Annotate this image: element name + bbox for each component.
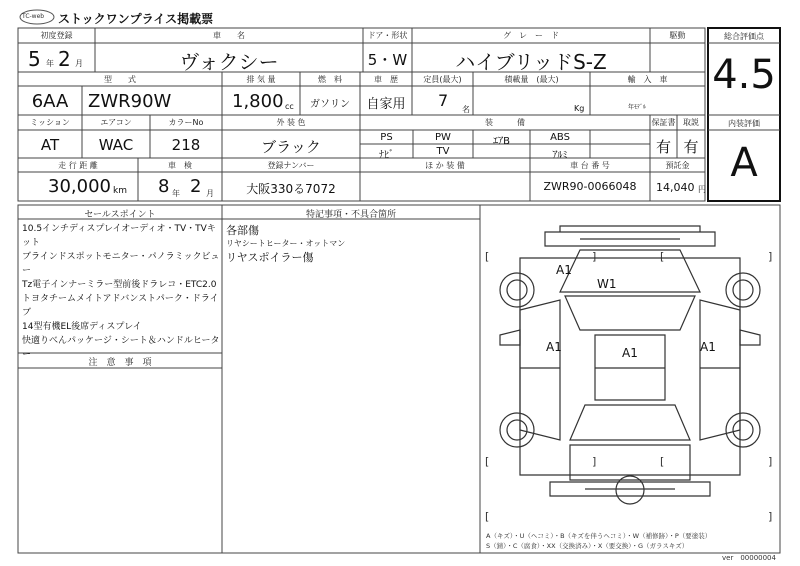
svg-text:[: [ <box>660 455 665 468</box>
sales-points-title: セールスポイント <box>84 210 156 220</box>
aircon-label: エアコン <box>100 118 132 127</box>
svg-text:[: [ <box>660 250 665 263</box>
door: 5・W <box>367 51 408 69</box>
inspection-label: 車 検 <box>168 161 192 170</box>
car-damage-diagram <box>500 226 760 504</box>
cc-unit: cc <box>285 102 294 111</box>
overall-score-label: 総合評価点 <box>724 32 764 41</box>
mileage: 30,000 <box>48 176 111 197</box>
page-title: ストックワンプライス掲載票 <box>58 12 214 26</box>
svg-text:[: [ <box>485 455 490 468</box>
damage-mark: A1 <box>622 346 638 360</box>
history-label: 車 歴 <box>374 75 398 84</box>
capacity-unit: 名 <box>462 105 470 114</box>
load-unit: Kg <box>574 104 585 113</box>
equip-pw: PW <box>435 132 451 143</box>
year-unit: 年 <box>46 59 54 68</box>
special-notes-title: 特記事項・不具合箇所 <box>305 210 396 220</box>
sales-point: 10.5インチディスプレイオーディオ・TV・TVキット <box>22 224 216 248</box>
recycle-label: 預託金 <box>665 161 690 170</box>
sales-point: 14型有機EL後席ディスプレイ <box>22 322 142 332</box>
grade-label: グ レ ー ド <box>503 31 559 40</box>
equip-abs: ABS <box>550 132 570 143</box>
car-name: ヴォクシー <box>179 50 279 74</box>
sales-points-list <box>22 222 220 362</box>
plate-number: 大阪330る7072 <box>246 182 336 196</box>
mission-label: ミッション <box>30 118 70 127</box>
equip-label: 装 備 <box>485 118 525 127</box>
svg-text:[: [ <box>485 510 490 523</box>
sales-point: Tz電子インナーミラー型前後ドラレコ・ETC2.0 <box>22 280 217 290</box>
model: ZWR90W <box>88 91 172 112</box>
svg-text:[: [ <box>485 250 490 263</box>
exterior-color: ブラック <box>261 138 321 156</box>
model-label: 型 式 <box>104 75 136 84</box>
svg-text:]: ] <box>768 455 773 468</box>
displacement-label: 排 気 量 <box>246 75 276 84</box>
legend-line-2: S（錆）・C（腐食）・XX（交換済み）・X（要交換）・G（ガラスキズ） <box>486 542 689 550</box>
other-equip-label: ほ か 装 備 <box>425 161 465 170</box>
import-label: 輸 入 車 <box>627 75 668 84</box>
damage-mark: A1 <box>700 340 716 354</box>
notes-title: 注 意 事 項 <box>88 358 152 368</box>
load-label: 積載量 (最大) <box>504 75 559 84</box>
mission: AT <box>40 136 60 154</box>
displacement: 1,800 <box>232 91 284 112</box>
inspection-year-unit: 年 <box>172 189 180 198</box>
car-name-label: 車 名 <box>213 31 245 40</box>
legend-line-1: A（キズ）・U（ヘコミ）・B（キズを伴うヘコミ）・W（補修跡）・P（要塗装） <box>486 532 712 540</box>
damage-mark: A1 <box>556 263 572 277</box>
version: ver 00000004 <box>722 554 776 562</box>
model-code: 6AA <box>31 91 69 112</box>
fuel-label: 燃 料 <box>318 75 342 84</box>
equip-tv: TV <box>436 146 450 157</box>
equip-alloy: ｱﾙﾐ <box>552 150 568 161</box>
first-reg-label: 初度登録 <box>40 31 73 40</box>
equip-ps: PS <box>380 132 393 143</box>
yen-unit: 円 <box>698 185 706 194</box>
sales-point: ブラインドスポットモニター・パノラミックビュー <box>22 252 220 276</box>
color-no: 218 <box>171 136 201 154</box>
import-note: 年ﾓﾃﾞﾙ <box>628 104 647 111</box>
km-unit: km <box>113 186 127 196</box>
door-label: ドア・形状 <box>367 31 408 40</box>
overall-score: 4.5 <box>712 52 776 98</box>
grade: ハイブリッドS-Z <box>455 50 607 74</box>
interior-score-label: 内装評価 <box>728 119 760 128</box>
interior-score: A <box>730 140 758 186</box>
svg-text:]: ] <box>768 250 773 263</box>
warranty: 有 <box>655 138 671 156</box>
fuel: ガソリン <box>310 99 350 110</box>
sales-point: 快適りべんパッケージ・シート＆ハンドルヒーター <box>22 336 220 360</box>
equip-navi: ﾅﾋﾞ <box>379 150 394 161</box>
recycle-fee: 14,040 <box>656 181 695 194</box>
inspection-year: 8 <box>158 176 170 197</box>
damage-mark: A1 <box>546 340 562 354</box>
mileage-label: 走 行 距 離 <box>58 161 98 170</box>
sales-point: トヨタチームメイトアドバンストパーク・ドライブ <box>22 294 219 318</box>
history: 自家用 <box>366 97 406 112</box>
warranty-label: 保証書 <box>651 118 676 127</box>
first-reg-month: 2 <box>58 47 71 71</box>
equip-airbag: ｴｱB <box>493 136 510 147</box>
exterior-label: 外 装 色 <box>276 118 306 127</box>
inspection-month-unit: 月 <box>206 189 214 198</box>
capacity-label: 定員(最大) <box>423 75 462 84</box>
svg-text:]: ] <box>592 250 597 263</box>
inspection-month: 2 <box>190 176 202 197</box>
color-no-label: カラーNo <box>168 118 204 127</box>
special-note: リヤスポイラー傷 <box>226 251 314 264</box>
month-unit: 月 <box>75 59 83 68</box>
chassis-number: ZWR90-0066048 <box>543 180 637 193</box>
aircon: WAC <box>98 136 134 154</box>
manual-label: 取説 <box>683 118 699 127</box>
svg-text:]: ] <box>768 510 773 523</box>
capacity: 7 <box>438 91 449 110</box>
special-note: リヤシートヒーター・オットマン <box>226 239 346 248</box>
svg-text:]: ] <box>592 455 597 468</box>
manual: 有 <box>683 138 699 156</box>
special-note: 各部傷 <box>226 224 259 237</box>
damage-mark: W1 <box>597 277 617 291</box>
first-reg-year: 5 <box>28 47 41 71</box>
chassis-label: 車 台 番 号 <box>570 161 610 170</box>
drive-label: 駆動 <box>669 31 686 40</box>
plate-label: 登録ナンバー <box>267 161 315 170</box>
logo-text: TC-web <box>22 13 45 20</box>
